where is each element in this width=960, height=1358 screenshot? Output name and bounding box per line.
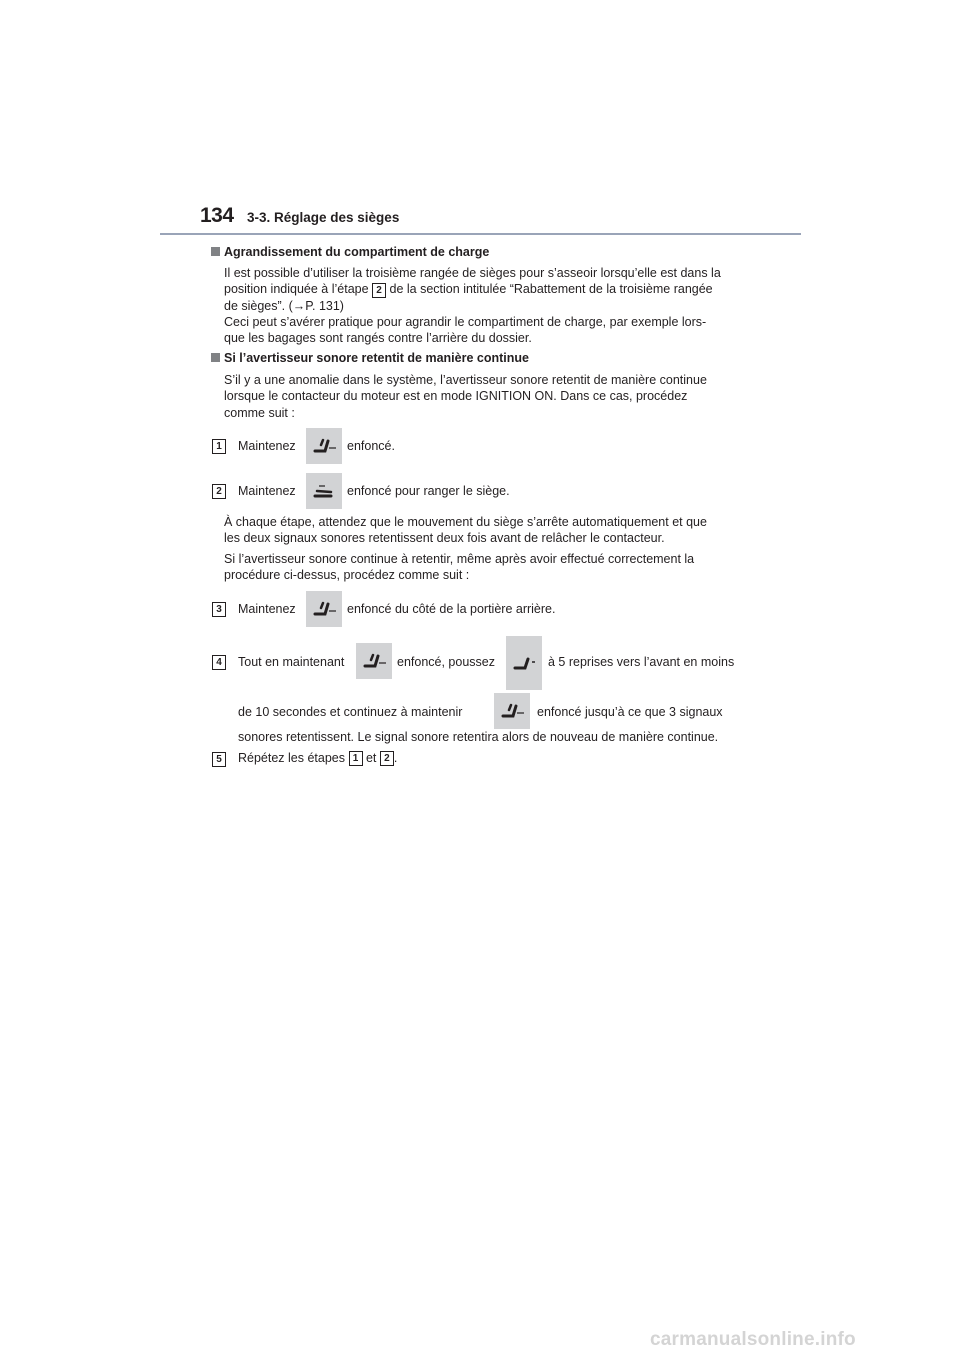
step-number-3: 3 (212, 602, 226, 617)
step2-text-after: enfoncé pour ranger le siège. (347, 484, 510, 498)
step1-text-before: Maintenez (238, 439, 296, 453)
note-if-continues (224, 551, 745, 584)
step3-text-after: enfoncé du côté de la portière arrière. (347, 602, 556, 616)
paragraph-continuous-buzzer (224, 372, 745, 421)
seat-push-forward-icon (506, 636, 542, 690)
text-fragment: position indiquée à l’étape (224, 282, 369, 297)
text-line: les deux signaux sonores retentissent deux fois avant de relâcher le contacteur. (224, 531, 665, 546)
text-line: Ceci peut s’avérer pratique pour agrandir le compartiment de charge, par exemple lors- (224, 314, 707, 329)
seat-recline-back-icon (306, 428, 342, 464)
step-number-2: 2 (212, 484, 226, 499)
text-line: À chaque étape, attendez que le mouvement du siège s’arrête automatiquement et que (224, 515, 707, 529)
step-number-4: 4 (212, 655, 226, 670)
heading-text: Agrandissement du compartiment de charge (224, 245, 490, 259)
text-line: Il est possible d’utiliser la troisième rangée de sièges pour s’asseoir lorsqu’elle est dans la (224, 266, 721, 280)
text-line: S’il y a une anomalie dans le système, l’avertisseur sonore retentit de manière continue (224, 373, 707, 387)
step4-text-line2a: de 10 secondes et continuez à maintenir (238, 705, 463, 719)
step-number-5: 5 (212, 752, 226, 767)
header-rule (160, 233, 801, 235)
text-line: de sièges”. (→P. 131) (224, 298, 344, 313)
step-ref-badge: 2 (372, 283, 386, 298)
text-line: lorsque le contacteur du moteur est en mode IGNITION ON. Dans ce cas, procédez (224, 389, 688, 404)
paragraph-cargo-expansion (224, 265, 745, 346)
bullet-square-icon (211, 353, 220, 362)
bullet-square-icon (211, 247, 220, 256)
text-line: que les bagages sont rangés contre l’arrière du dossier. (224, 331, 532, 346)
seat-recline-back-icon (306, 591, 342, 627)
step5-text-mid: et (365, 751, 377, 765)
step-number-1: 1 (212, 439, 226, 454)
step2-text-before: Maintenez (238, 484, 296, 498)
heading-cargo-expansion (211, 245, 489, 259)
step5-text (238, 751, 397, 766)
step4-text-line3: sonores retentissent. Le signal sonore retentira alors de nouveau de manière continue. (238, 730, 719, 744)
step4-text-part1: Tout en maintenant (238, 655, 345, 669)
text-line: Si l’avertisseur sonore continue à retentir, même après avoir effectué correctement la (224, 552, 695, 566)
step1-text-after: enfoncé. (347, 439, 395, 453)
seat-recline-back-icon (356, 643, 392, 679)
page-number: 134 (200, 204, 234, 227)
heading-text: Si l’avertisseur sonore retentit de manière continue (224, 351, 529, 365)
text-line (224, 281, 745, 297)
step-ref-badge-1: 1 (349, 751, 363, 766)
heading-continuous-buzzer (211, 351, 529, 365)
text-fragment: de la section intitulée “Rabattement de la troisième rangée (389, 282, 713, 297)
seat-stow-icon (306, 473, 342, 509)
section-title: 3-3. Réglage des sièges (247, 210, 400, 225)
seat-recline-back-icon (494, 693, 530, 729)
text-line: procédure ci-dessus, procédez comme suit : (224, 568, 470, 583)
step4-text-part2: enfoncé, poussez (397, 655, 495, 669)
note-wait-signals (224, 514, 745, 547)
text-line: comme suit : (224, 405, 295, 420)
step5-text-before: Répétez les étapes (238, 751, 346, 765)
step3-text-before: Maintenez (238, 602, 296, 616)
step-ref-badge-2: 2 (380, 751, 394, 766)
step5-text-after: . (393, 751, 398, 765)
watermark: carmanualsonline.info (650, 1329, 856, 1350)
step4-text-part3: à 5 reprises vers l’avant en moins (548, 655, 735, 669)
step4-text-line2b: enfoncé jusqu’à ce que 3 signaux (537, 705, 723, 719)
